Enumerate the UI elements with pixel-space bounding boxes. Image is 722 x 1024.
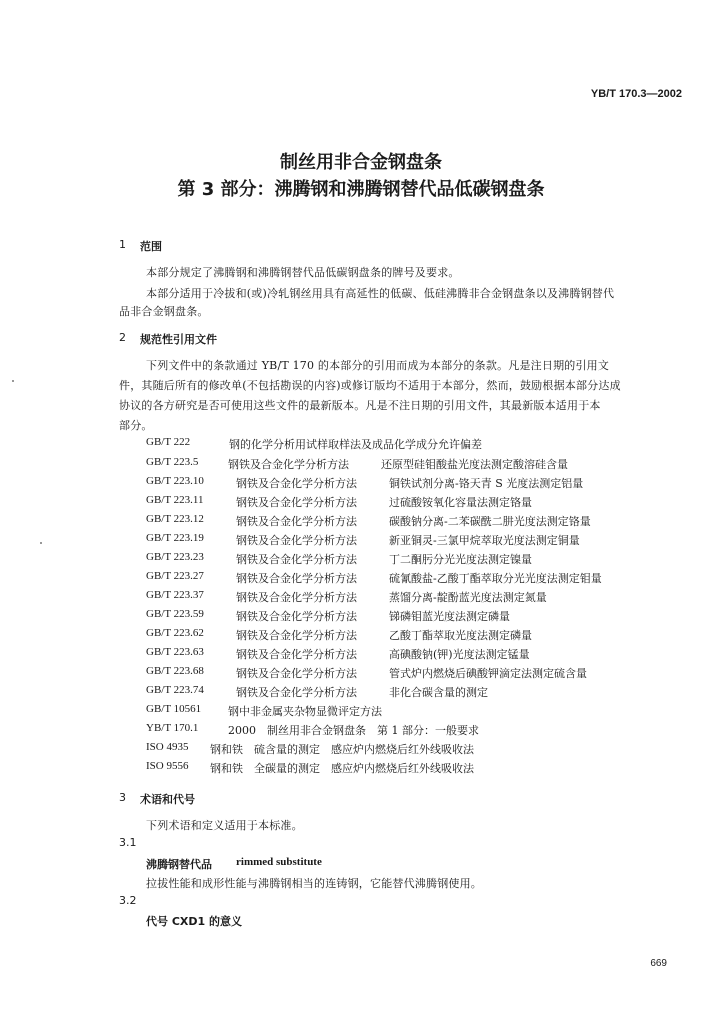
section-3-title: 术语和代号	[140, 793, 195, 806]
ref-code: GB/T 223.62	[146, 627, 204, 639]
ref-title: 钢的化学分析用试样取样法及成品化学成分允许偏差	[229, 438, 482, 451]
ref-title: 钢和铁 全碳量的测定 感应炉内燃烧后红外线吸收法	[210, 762, 474, 775]
page-number: 669	[650, 958, 667, 969]
scan-speck	[40, 542, 42, 544]
ref-code: GB/T 223.23	[146, 551, 204, 563]
section-1-paragraph-2-line-1: 本部分适用于冷拔和(或)冷轧钢丝用具有高延性的低碳、低硅沸腾非合金钢盘条以及沸腾钢替代	[146, 287, 615, 300]
section-2-intro-line-2: 件，其随后所有的修改单(不包括勘误的内容)或修订版均不适用于本部分，然而，鼓励根据本部分达成	[119, 379, 621, 392]
ref-code: GB/T 223.68	[146, 665, 204, 677]
ref-code: GB/T 223.12	[146, 513, 204, 525]
ref-code: GB/T 10561	[146, 703, 202, 715]
ref-title: 钢铁及合金化学分析方法	[236, 477, 357, 490]
ref-code: GB/T 223.59	[146, 608, 204, 620]
ref-code: GB/T 223.27	[146, 570, 204, 582]
section-2-intro-line-1: 下列文件中的条款通过 YB/T 170 的本部分的引用而成为本部分的条款。凡是注日期的引用文	[146, 359, 610, 372]
ref-title: 钢铁及合金化学分析方法	[236, 648, 357, 661]
ref-title: 2000 制丝用非合金钢盘条 第 1 部分：一般要求	[228, 724, 479, 737]
ref-method: 乙酸丁酯萃取光度法测定磷量	[389, 629, 532, 642]
ref-title: 钢中非金属夹杂物显微评定方法	[228, 705, 382, 718]
ref-code: ISO 4935	[146, 741, 189, 753]
ref-code: GB/T 223.10	[146, 475, 204, 487]
ref-title: 钢和铁 硫含量的测定 感应炉内燃烧后红外线吸收法	[210, 743, 474, 756]
ref-code: GB/T 223.19	[146, 532, 204, 544]
ref-method: 管式炉内燃烧后碘酸钾滴定法测定硫含量	[389, 667, 587, 680]
ref-method: 丁二酮肟分光光度法测定镍量	[389, 553, 532, 566]
section-2-number: 2	[119, 331, 126, 344]
section-3-number: 3	[119, 791, 126, 804]
ref-method: 锑磷钼蓝光度法测定磷量	[389, 610, 510, 623]
ref-title: 钢铁及合金化学分析方法	[236, 515, 357, 528]
ref-method: 蒸馏分离-靛酚蓝光度法测定氮量	[389, 591, 547, 604]
ref-title: 钢铁及合金化学分析方法	[236, 591, 357, 604]
subsection-3-2-number: 3.2	[119, 894, 137, 907]
term-chinese: 沸腾钢替代品	[146, 858, 212, 871]
section-2-intro-line-4: 部分。	[119, 419, 153, 432]
ref-method: 还原型硅钼酸盐光度法测定酸溶硅含量	[381, 458, 568, 471]
ref-method: 非化合碳含量的测定	[389, 686, 488, 699]
ref-code: ISO 9556	[146, 760, 189, 772]
ref-method: 硫氰酸盐-乙酸丁酯萃取分光光度法测定钼量	[389, 572, 602, 585]
ref-title: 钢铁及合金化学分析方法	[236, 610, 357, 623]
ref-method: 碳酸钠分离-二苯碳酰二肼光度法测定铬量	[389, 515, 591, 528]
ref-title: 钢铁及合金化学分析方法	[236, 667, 357, 680]
section-3-intro: 下列术语和定义适用于本标准。	[146, 819, 303, 832]
ref-code: GB/T 222	[146, 436, 191, 448]
section-1-paragraph-1: 本部分规定了沸腾钢和沸腾钢替代品低碳钢盘条的牌号及要求。	[146, 266, 460, 279]
ref-title: 钢铁及合金化学分析方法	[236, 572, 357, 585]
ref-title: 钢铁及合金化学分析方法	[236, 686, 357, 699]
term-definition: 拉拔性能和成形性能与沸腾钢相当的连铸钢，它能替代沸腾钢使用。	[146, 877, 482, 890]
term-english: rimmed substitute	[236, 856, 322, 868]
ref-title: 钢铁及合金化学分析方法	[236, 496, 357, 509]
ref-title: 钢铁及合金化学分析方法	[236, 553, 357, 566]
ref-code: GB/T 223.63	[146, 646, 204, 658]
ref-method: 新亚铜灵-三氯甲烷萃取光度法测定铜量	[389, 534, 580, 547]
ref-method: 铜铁试剂分离-铬天青 S 光度法测定铝量	[389, 477, 584, 490]
document-subtitle: 第 3 部分：沸腾钢和沸腾钢替代品低碳钢盘条	[177, 179, 545, 200]
ref-code: GB/T 223.11	[146, 494, 204, 506]
ref-method: 过硫酸铵氧化容量法测定铬量	[389, 496, 532, 509]
section-1-title: 范围	[140, 240, 162, 253]
ref-code: GB/T 223.37	[146, 589, 204, 601]
section-1-number: 1	[119, 238, 126, 251]
scan-speck	[12, 380, 14, 382]
section-1-paragraph-2-line-2: 品非合金钢盘条。	[119, 305, 209, 318]
ref-code: YB/T 170.1	[146, 722, 199, 734]
ref-title: 钢铁及合金化学分析方法	[228, 458, 349, 471]
document-title: 制丝用非合金钢盘条	[280, 152, 442, 173]
section-2-intro-line-3: 协议的各方研究是否可使用这些文件的最新版本。凡是不注日期的引用文件，其最新版本适用于本	[119, 399, 601, 412]
term-chinese: 代号 CXD1 的意义	[146, 915, 242, 928]
ref-code: GB/T 223.74	[146, 684, 204, 696]
section-2-title: 规范性引用文件	[140, 333, 217, 346]
subsection-3-1-number: 3.1	[119, 836, 137, 849]
standard-code: YB/T 170.3—2002	[590, 88, 682, 100]
ref-code: GB/T 223.5	[146, 456, 199, 468]
ref-title: 钢铁及合金化学分析方法	[236, 629, 357, 642]
ref-method: 高碘酸钠(钾)光度法测定锰量	[389, 648, 530, 661]
ref-title: 钢铁及合金化学分析方法	[236, 534, 357, 547]
